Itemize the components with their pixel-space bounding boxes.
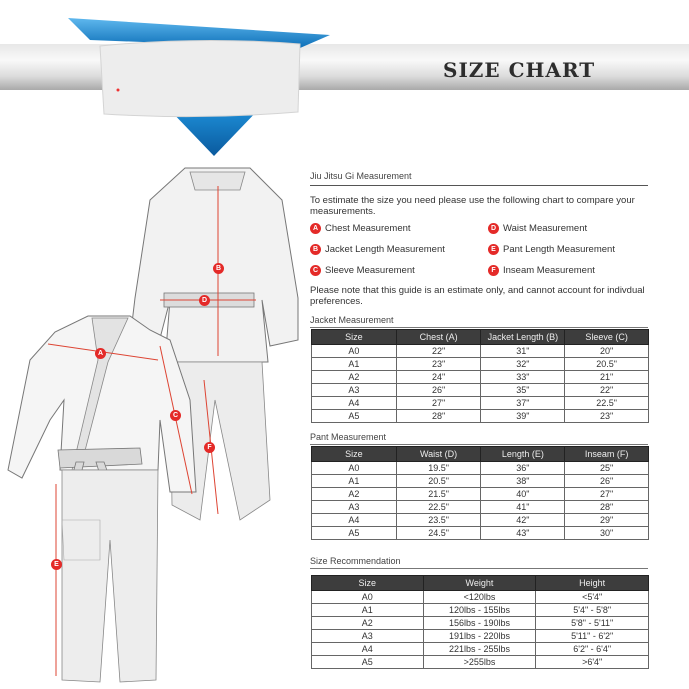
recommendation-header-size: Size — [312, 576, 424, 591]
table-cell: A4 — [312, 514, 397, 527]
table-cell: 26" — [396, 384, 481, 397]
table-cell: 22.5" — [565, 397, 649, 410]
table-cell: 23" — [396, 358, 481, 371]
table-cell: <5'4" — [536, 591, 649, 604]
table-cell: 20.5" — [565, 358, 649, 371]
table-cell: 5'8" - 5'11" — [536, 617, 649, 630]
table-cell: A1 — [312, 358, 397, 371]
table-cell: 25" — [565, 462, 649, 475]
recommendation-section-title: Size Recommendation — [310, 556, 401, 566]
jacket-section-divider — [310, 327, 648, 328]
table-cell: A5 — [312, 410, 397, 423]
table-cell: 35" — [481, 384, 565, 397]
table-cell: 33" — [481, 371, 565, 384]
pant-table — [311, 446, 649, 540]
table-row — [312, 656, 649, 669]
table-cell: 191lbs - 220lbs — [423, 630, 536, 643]
table-cell: 32" — [481, 358, 565, 371]
table-row — [312, 358, 649, 371]
legend-label-b: Jacket Length Measurement — [325, 244, 445, 255]
jacket-header-size: Size — [312, 330, 397, 345]
table-cell: 22" — [396, 345, 481, 358]
table-cell: 37" — [481, 397, 565, 410]
table-row — [312, 617, 649, 630]
table-row — [312, 345, 649, 358]
table-cell: 23" — [565, 410, 649, 423]
recommendation-header-height: Height — [536, 576, 649, 591]
table-row — [312, 475, 649, 488]
table-cell: 24.5" — [396, 527, 481, 540]
table-row — [312, 501, 649, 514]
legend-marker-c: C — [310, 265, 321, 276]
legend-item-e — [488, 244, 663, 255]
pant-header-size: Size — [312, 447, 397, 462]
disclaimer-note: Please note that this guide is an estimate only, and cannot account for indivdual preferences. — [310, 285, 645, 307]
legend-label-d: Waist Measurement — [503, 223, 588, 234]
legend-label-e: Pant Length Measurement — [503, 244, 615, 255]
table-cell: 28" — [565, 501, 649, 514]
jacket-header-chest: Chest (A) — [396, 330, 481, 345]
table-row — [312, 604, 649, 617]
table-cell: 5'11" - 6'2" — [536, 630, 649, 643]
legend-marker-f: F — [488, 265, 499, 276]
table-cell: 20" — [565, 345, 649, 358]
figure-marker-f: F — [204, 442, 215, 453]
table-cell: A4 — [312, 397, 397, 410]
recommendation-table — [311, 575, 649, 669]
figure-marker-e: E — [51, 559, 62, 570]
recommendation-header-weight: Weight — [423, 576, 536, 591]
table-cell: A2 — [312, 371, 397, 384]
legend-item-c — [310, 265, 485, 276]
table-cell: A3 — [312, 630, 424, 643]
table-cell: >6'4" — [536, 656, 649, 669]
legend-marker-e: E — [488, 244, 499, 255]
jacket-header-length: Jacket Length (B) — [481, 330, 565, 345]
figure-marker-b: B — [213, 263, 224, 274]
table-cell: 23.5" — [396, 514, 481, 527]
table-cell: 42" — [481, 514, 565, 527]
table-cell: A2 — [312, 488, 397, 501]
table-cell: 30" — [565, 527, 649, 540]
table-cell: 24" — [396, 371, 481, 384]
legend-label-f: Inseam Measurement — [503, 265, 595, 276]
table-cell: <120lbs — [423, 591, 536, 604]
intro-divider — [310, 185, 648, 186]
table-row — [312, 527, 649, 540]
table-cell: 221lbs - 255lbs — [423, 643, 536, 656]
pant-section-divider — [310, 444, 648, 445]
table-row — [312, 591, 649, 604]
pant-section-title: Pant Measurement — [310, 432, 387, 442]
table-row — [312, 514, 649, 527]
legend-marker-d: D — [488, 223, 499, 234]
figure-marker-a: A — [95, 348, 106, 359]
gi-illustration — [0, 160, 310, 689]
legend-item-b — [310, 244, 485, 255]
table-cell: 28" — [396, 410, 481, 423]
table-cell: 20.5" — [396, 475, 481, 488]
legend-label-a: Chest Measurement — [325, 223, 411, 234]
table-cell: A5 — [312, 656, 424, 669]
table-cell: 39" — [481, 410, 565, 423]
legend-marker-a: A — [310, 223, 321, 234]
table-cell: A5 — [312, 527, 397, 540]
table-cell: A1 — [312, 475, 397, 488]
table-cell: A4 — [312, 643, 424, 656]
table-cell: 22" — [565, 384, 649, 397]
jacket-header-sleeve: Sleeve (C) — [565, 330, 649, 345]
table-cell: 27" — [396, 397, 481, 410]
table-row — [312, 371, 649, 384]
table-cell: 41" — [481, 501, 565, 514]
legend-item-d — [488, 223, 663, 234]
table-row — [312, 488, 649, 501]
table-cell: 120lbs - 155lbs — [423, 604, 536, 617]
legend-item-a — [310, 223, 485, 234]
table-cell: 27" — [565, 488, 649, 501]
table-cell: A0 — [312, 591, 424, 604]
table-cell: 19.5" — [396, 462, 481, 475]
table-cell: 21.5" — [396, 488, 481, 501]
pant-header-length: Length (E) — [481, 447, 565, 462]
intro-text: To estimate the size you need please use the following chart to compare your measurements. — [310, 195, 635, 217]
table-cell: A1 — [312, 604, 424, 617]
table-cell: 38" — [481, 475, 565, 488]
table-cell: >255lbs — [423, 656, 536, 669]
table-cell: 6'2" - 6'4" — [536, 643, 649, 656]
table-cell: A2 — [312, 617, 424, 630]
page-title: SIZE CHART — [443, 58, 596, 82]
table-cell: 40" — [481, 488, 565, 501]
jacket-section-title: Jacket Measurement — [310, 315, 394, 325]
intro-heading: Jiu Jitsu Gi Measurement — [310, 171, 412, 181]
table-cell: 31" — [481, 345, 565, 358]
pant-header-inseam: Inseam (F) — [565, 447, 649, 462]
table-row — [312, 410, 649, 423]
table-cell: 29" — [565, 514, 649, 527]
table-cell: A0 — [312, 462, 397, 475]
jacket-table — [311, 329, 649, 423]
legend-item-f — [488, 265, 663, 276]
legend-marker-b: B — [310, 244, 321, 255]
figure-marker-c: C — [170, 410, 181, 421]
table-cell: 5'4" - 5'8" — [536, 604, 649, 617]
table-row — [312, 643, 649, 656]
table-cell: 22.5" — [396, 501, 481, 514]
table-cell: 43" — [481, 527, 565, 540]
recommendation-section-divider — [310, 568, 648, 569]
table-cell: 21" — [565, 371, 649, 384]
pant-header-waist: Waist (D) — [396, 447, 481, 462]
legend-label-c: Sleeve Measurement — [325, 265, 415, 276]
table-row — [312, 397, 649, 410]
table-row — [312, 630, 649, 643]
table-cell: 156lbs - 190lbs — [423, 617, 536, 630]
table-cell: 26" — [565, 475, 649, 488]
figure-marker-d: D — [199, 295, 210, 306]
table-cell: A0 — [312, 345, 397, 358]
table-row — [312, 462, 649, 475]
table-cell: 36" — [481, 462, 565, 475]
table-cell: A3 — [312, 384, 397, 397]
table-row — [312, 384, 649, 397]
table-cell: A3 — [312, 501, 397, 514]
